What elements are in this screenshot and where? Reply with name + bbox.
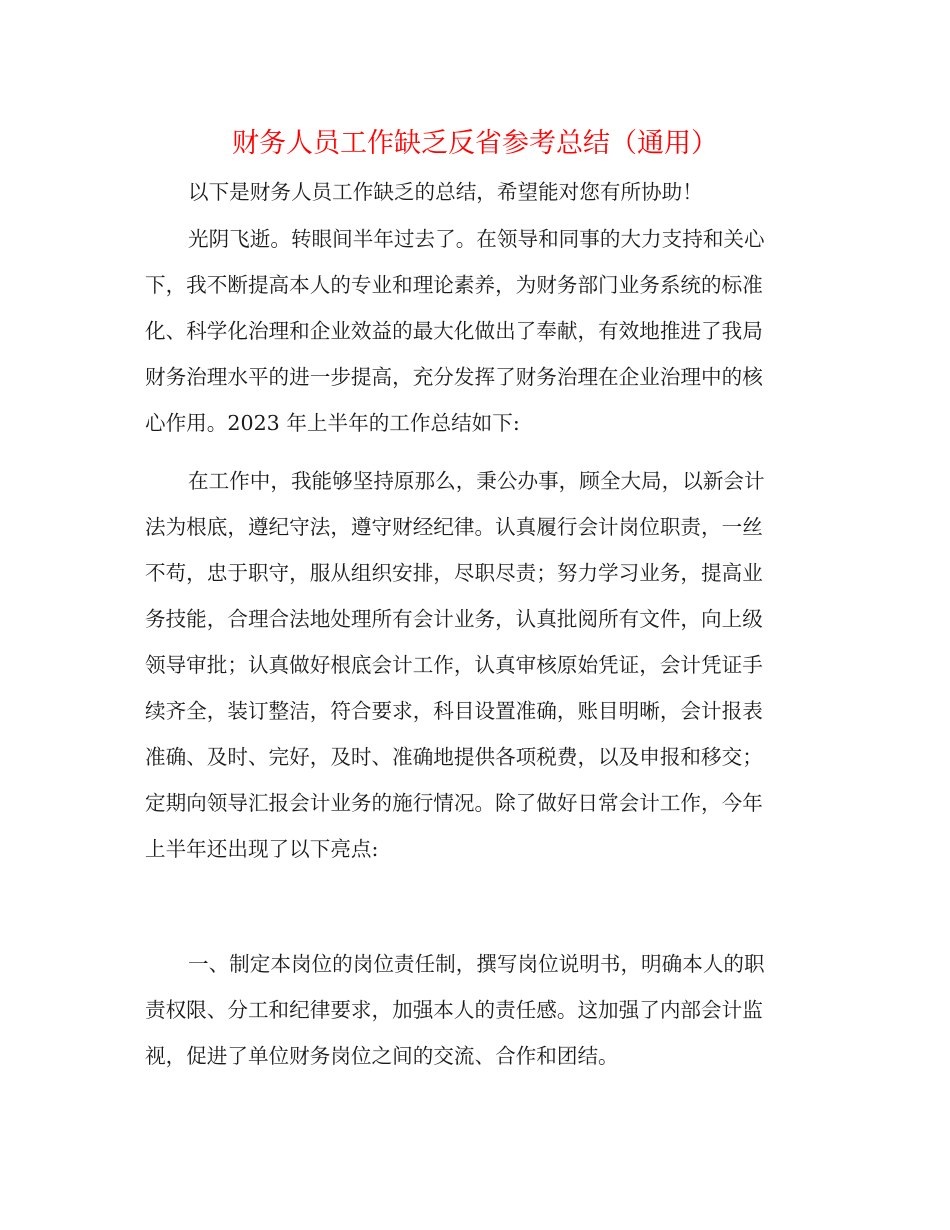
paragraph-line: 续齐全，装订整洁，符合要求，科目设置准确，账目明晰，会计报表: [145, 699, 763, 723]
intro-line: 以下是财务人员工作缺乏的总结，希望能对您有所协助！: [188, 180, 703, 204]
paragraph-line: 法为根底，遵纪守法，遵守财经纪律。认真履行会计岗位职责，一丝: [145, 515, 763, 539]
paragraph-line: 下，我不断提高本人的专业和理论素养，为财务部门业务系统的标准: [145, 273, 763, 297]
paragraph-line: 不苟，忠于职守，服从组织安排，尽职尽责；努力学习业务，提高业: [145, 561, 763, 585]
paragraph-line: 定期向领导汇报会计业务的施行情况。除了做好日常会计工作，今年: [145, 791, 763, 815]
paragraph-2: [145, 458, 807, 872]
paragraph-line: 上半年还出现了以下亮点:: [145, 837, 379, 861]
paragraph-line: 领导审批；认真做好根底会计工作，认真审核原始凭证，会计凭证手: [145, 653, 763, 677]
paragraph-line: 心作用。2023 年上半年的工作总结如下:: [145, 411, 520, 435]
paragraph-line: 化、科学化治理和企业效益的最大化做出了奉献，有效地推进了我局: [145, 319, 763, 343]
paragraph-line: 准确、及时、完好，及时、准确地提供各项税费，以及申报和移交；: [145, 745, 763, 769]
paragraph-line: 光阴飞逝。转眼间半年过去了。在领导和同事的大力支持和关心: [188, 227, 765, 251]
document-title: 财务人员工作缺乏反省参考总结（通用）: [232, 128, 718, 159]
paragraph-line: 务技能，合理合法地处理所有会计业务，认真批阅所有文件，向上级: [145, 607, 763, 631]
paragraph-1: [145, 216, 807, 446]
paragraph-line: 视，促进了单位财务岗位之间的交流、合作和团结。: [145, 1044, 619, 1068]
intro-paragraph: [145, 169, 807, 215]
paragraph-line: 一、制定本岗位的岗位责任制，撰写岗位说明书，明确本人的职: [188, 952, 765, 976]
paragraph-line: 财务治理水平的进一步提高，充分发挥了财务治理在企业治理中的核: [145, 365, 763, 389]
paragraph-line: 责权限、分工和纪律要求，加强本人的责任感。这加强了内部会计监: [145, 998, 763, 1022]
paragraph-line: 在工作中，我能够坚持原那么，秉公办事，顾全大局，以新会计: [188, 469, 765, 493]
paragraph-3: [145, 941, 807, 1079]
